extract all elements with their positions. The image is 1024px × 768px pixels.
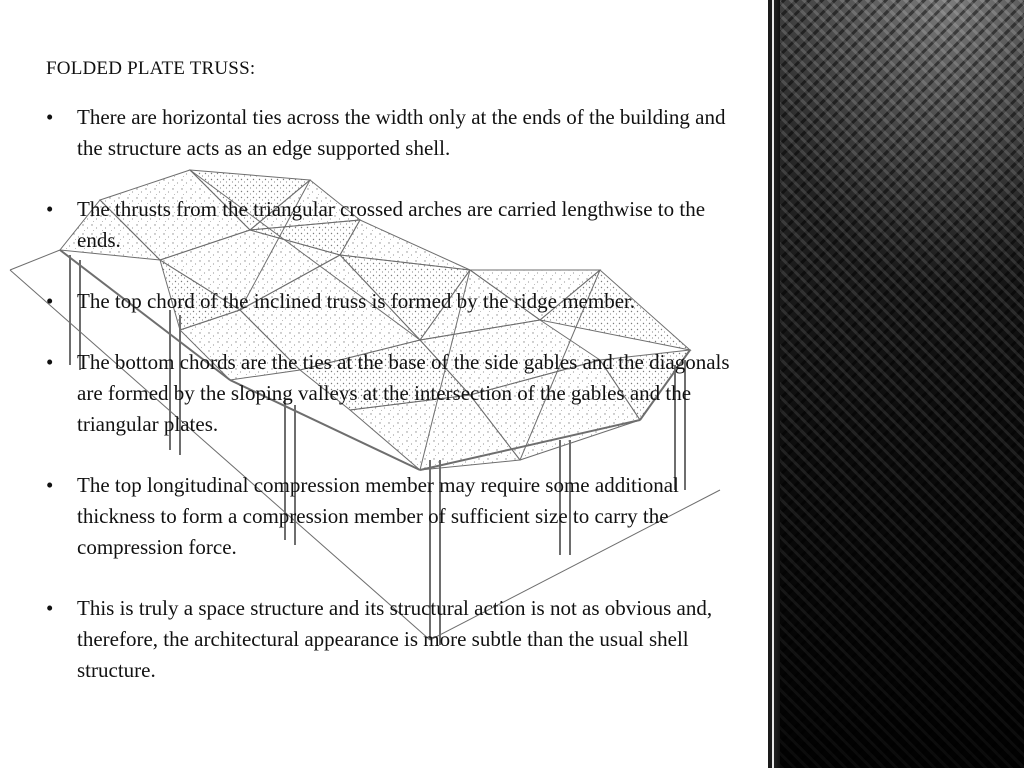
bullet-dot: • [46,289,54,313]
panel-divider [768,0,780,768]
bullet-item [46,470,746,563]
bullet-item [46,194,746,256]
bullet-text: The bottom chords are the ties at the base of the side gables and the diagonals are formed by the sloping valleys at the intersection of the gables and the triangular plates. [77,350,730,436]
bullet-text: The thrusts from the triangular crossed arches are carried lengthwise to the ends. [77,197,706,252]
bullet-dot: • [46,350,54,374]
bullet-text: There are horizontal ties across the width only at the ends of the building and the structure acts as an edge supported shell. [77,105,726,160]
bullet-list [46,102,746,686]
bullet-text: The top longitudinal compression member may require some additional thickness to form a compression member of sufficient size to carry the compression force. [77,473,679,559]
bullet-item [46,593,746,686]
bullet-dot: • [46,105,54,129]
bullet-item [46,286,746,317]
slide-text [46,56,746,716]
bullet-text: This is truly a space structure and its structural action is not as obvious and, therefore, the architectural appearance is more subtle than the usual shell structure. [77,596,713,682]
bullet-item [46,102,746,164]
bullet-dot: • [46,596,54,620]
carbon-fiber-sidebar [780,0,1024,768]
bullet-dot: • [46,197,54,221]
slide-title: FOLDED PLATE TRUSS: [46,58,256,79]
bullet-text: The top chord of the inclined truss is formed by the ridge member. [77,289,636,313]
sidebar-shade [780,0,1024,768]
bullet-dot: • [46,473,54,497]
bullet-item [46,347,746,440]
